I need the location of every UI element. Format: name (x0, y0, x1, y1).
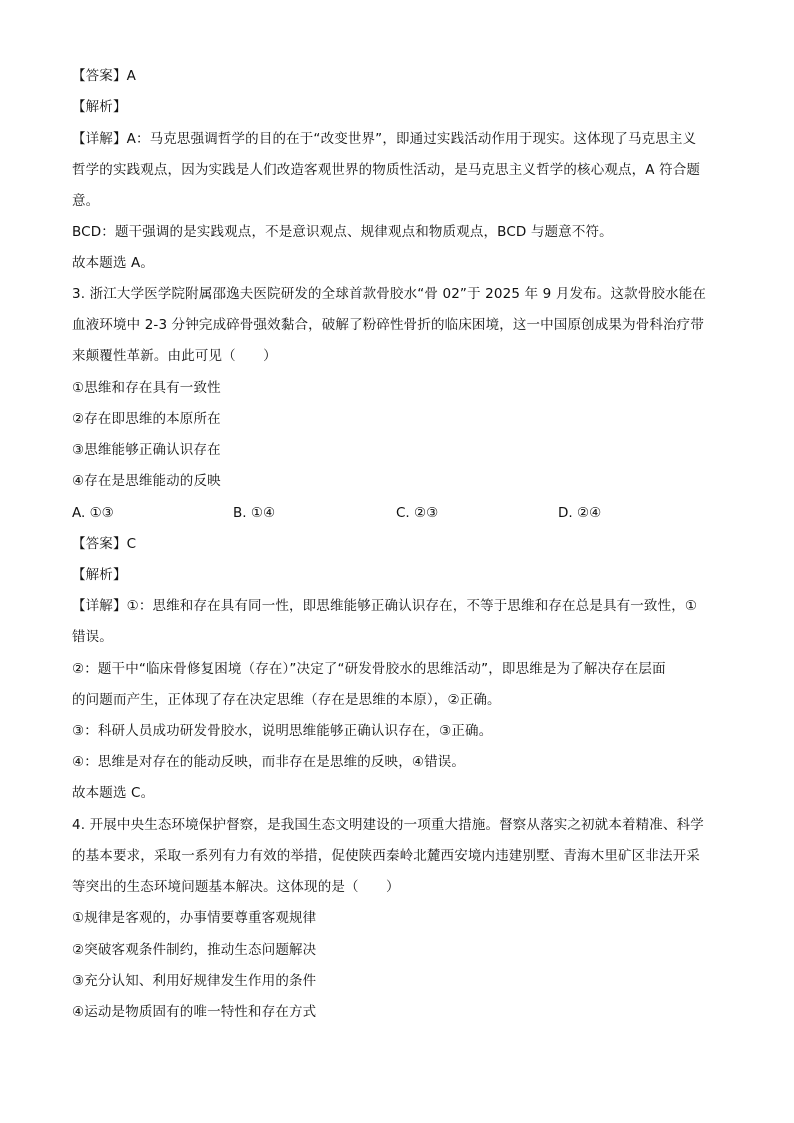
statement-item: ③思维能够正确认识存在 (72, 442, 221, 458)
question-3-stem: 血液环境中 2-3 分钟完成碎骨强效黏合，破解了粉碎性骨折的临床困境，这一中国原创成果为骨科治疗带 (72, 317, 704, 333)
explanation-line: 的问题而产生，正体现了存在决定思维（存在是思维的本原），②正确。 (72, 692, 501, 708)
explanation-line: 【详解】①：思维和存在具有同一性，即思维能够正确认识存在，不等于思维和存在总是具有一致性，① (72, 598, 698, 614)
statement-item: ②存在即思维的本原所在 (72, 411, 221, 427)
analysis-label-q3: 【解析】 (72, 567, 127, 583)
explanation-line: ④：思维是对存在的能动反映，而非存在是思维的反映，④错误。 (72, 754, 466, 770)
question-3-stem: 3. 浙江大学医学院附属邵逸夫医院研发的全球首款骨胶水“骨 02”于 2025 年 9 月发布。这款骨胶水能在 (72, 286, 706, 302)
option-d: D. ②④ (558, 505, 602, 521)
answer-label-q3: 【答案】C (72, 536, 137, 552)
explanation-line: 【详解】A：马克思强调哲学的目的在于“改变世界”，即通过实践活动作用于现实。这体现了马克思主义 (72, 131, 697, 147)
conclusion-line-q2: 故本题选 A。 (72, 255, 155, 271)
statement-item: ④运动是物质固有的唯一特性和存在方式 (72, 1004, 317, 1020)
option-c: C. ②③ (396, 505, 439, 521)
option-b: B. ①④ (233, 505, 276, 521)
explanation-line: 错误。 (72, 629, 113, 645)
explanation-line: ③：科研人员成功研发骨胶水，说明思维能够正确认识存在，③正确。 (72, 723, 493, 739)
explanation-line: 哲学的实践观点，因为实践是人们改造客观世界的物质性活动，是马克思主义哲学的核心观点，A 符合题 (72, 162, 701, 178)
explanation-line: BCD：题干强调的是实践观点，不是意识观点、规律观点和物质观点，BCD 与题意不符。 (72, 224, 613, 240)
question-4-stem: 的基本要求，采取一系列有力有效的举措，促使陕西秦岭北麓西安境内违建别墅、青海木里矿区非法开采 (72, 848, 700, 864)
statement-item: ②突破客观条件制约，推动生态问题解决 (72, 942, 317, 958)
option-a: A. ①③ (72, 505, 114, 521)
statement-item: ④存在是思维能动的反映 (72, 473, 221, 489)
question-3-stem: 来颠覆性革新。由此可见（ ） (72, 348, 277, 364)
question-4-stem: 4. 开展中央生态环境保护督察，是我国生态文明建设的一项重大措施。督察从落实之初就本着精准、科学 (72, 817, 704, 833)
question-4-stem: 等突出的生态环境问题基本解决。这体现的是（ ） (72, 879, 400, 895)
statement-item: ③充分认知、利用好规律发生作用的条件 (72, 973, 317, 989)
explanation-line: ②：题干中“临床骨修复困境（存在）”决定了“研发骨胶水的思维活动”，即思维是为了解决存在层面 (72, 661, 666, 677)
explanation-line: 意。 (72, 193, 100, 209)
answer-label-q2: 【答案】A (72, 68, 136, 84)
conclusion-line-q3: 故本题选 C。 (72, 785, 155, 801)
statement-item: ①规律是客观的，办事情要尊重客观规律 (72, 910, 317, 926)
analysis-label-q2: 【解析】 (72, 99, 127, 115)
statement-item: ①思维和存在具有一致性 (72, 380, 221, 396)
